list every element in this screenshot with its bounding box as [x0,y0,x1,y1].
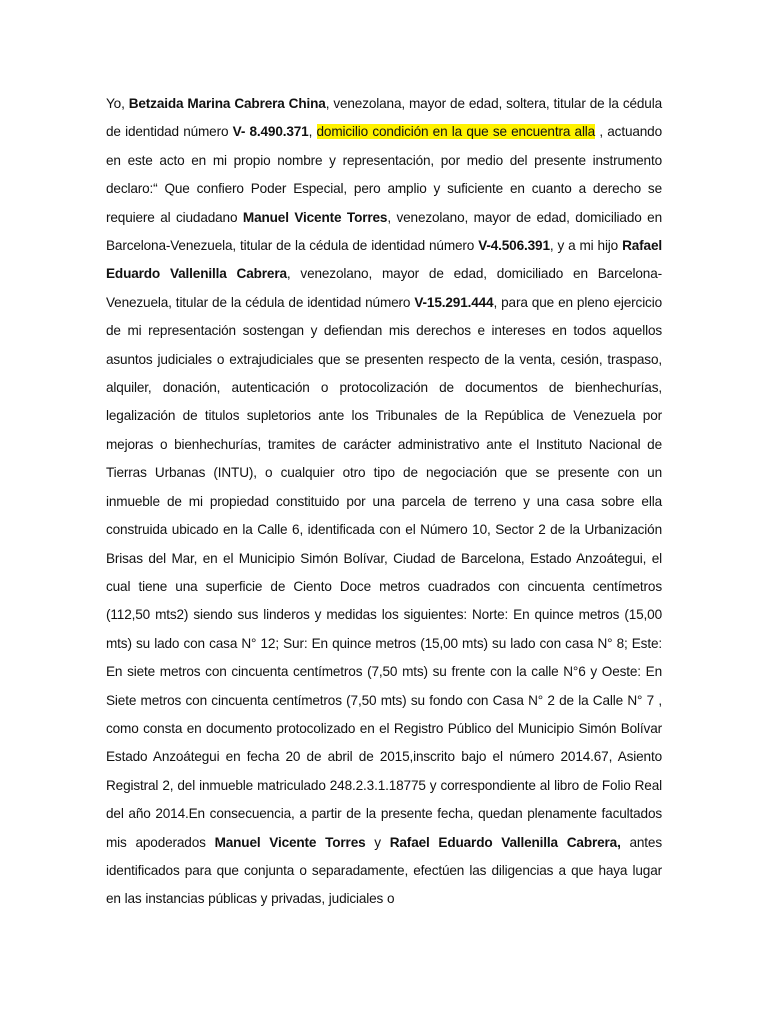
document-body-paragraph [106,90,662,914]
text-run: , y a mi hijo [549,238,623,254]
text-run: , venezolana, mayor de edad, soltera, titular de la cédula de identidad número [106,96,662,140]
bold-text: V- 8.490.371 [232,124,309,140]
text-run: , actuando en este acto en mi propio nombre y representación, por medio del presente instrumento declaro:“ Que confiero Poder Especial, pero amplio y suficiente en cuanto a derecho se requiere al ciudadano [106,124,662,225]
text-run: Yo, [106,96,129,111]
text-run: antes identificados para que conjunta o separadamente, efectúen las diligencias a que haya lugar en las instancias públicas y privadas, judiciales o [106,834,662,907]
highlighted-text: domicilio condición en la que se encuentra alla [316,124,596,140]
bold-text: V-4.506.391 [478,238,550,254]
bold-text: Manuel Vicente Torres [242,209,388,225]
text-run: y [365,834,390,850]
bold-text: Betzaida Marina Cabrera China [128,96,326,111]
bold-text: Manuel Vicente Torres [214,834,366,850]
text-run: , para que en pleno ejercicio de mi representación sostengan y defiendan mis derechos e intereses en todos aquellos asuntos judiciales o extrajudiciales que se presenten respecto de la venta, cesión, traspaso, alquiler, donación, autenticación o protocolización de documentos de bienhechurías, legalización de titulos supletorios ante los Tribunales de la República de Venezuela por mejoras o bienhechurías, tramites de carácter administrativo ante el Instituto Nacional de Tierras Urbanas (INTU), o cualquier otro tipo de negociación que se presente con un inmueble de mi propiedad constituido por una parcela de terreno y una casa sobre ella construida ubicado en la Calle 6, identificada con el Número 10, Sector 2 de la Urbanización Brisas del Mar, en el Municipio Simón Bolívar, Ciudad de Barcelona, Estado Anzoátegui, el cual tiene una superficie de Ciento Doce metros cuadrados con cincuenta centímetros (112,50 mts2) siendo sus linderos y medidas los siguientes: Norte: En quince metros (15,00 mts) su lado con casa N° 12; Sur: En quince metros (15,00 mts) su lado con casa N° 8; Este: En siete metros con cincuenta centímetros (7,50 mts) su frente con la calle N°6 y Oeste: En Siete metros con cincuenta centímetros (7,50 mts) su fondo con Casa N° 2 de la Calle N° 7 , como consta en documento protocolizado en el Registro Público del Municipio Simón Bolívar Estado Anzoátegui en fecha 20 de abril de 2015,inscrito bajo el número 2014.67, Asiento Registral 2, del inmueble matriculado 248.2.3.1.18775 y correspondiente al libro de Folio Real del año 2014.En consecuencia, a partir de la presente fecha, quedan plenamente facultados mis apoderados [106,294,662,850]
text-run: , venezolano, mayor de edad, domiciliado en Barcelona-Venezuela, titular de la cédula de identidad número [106,209,662,254]
bold-text: Rafael Eduardo Vallenilla Cabrera [106,238,662,282]
text-run: , venezolano, mayor de edad, domiciliado en Barcelona-Venezuela, titular de la cédula de identidad número [106,266,662,310]
bold-text: V-15.291.444 [414,294,494,310]
bold-text: Rafael Eduardo Vallenilla Cabrera, [389,834,621,850]
text-run: , [308,124,317,140]
